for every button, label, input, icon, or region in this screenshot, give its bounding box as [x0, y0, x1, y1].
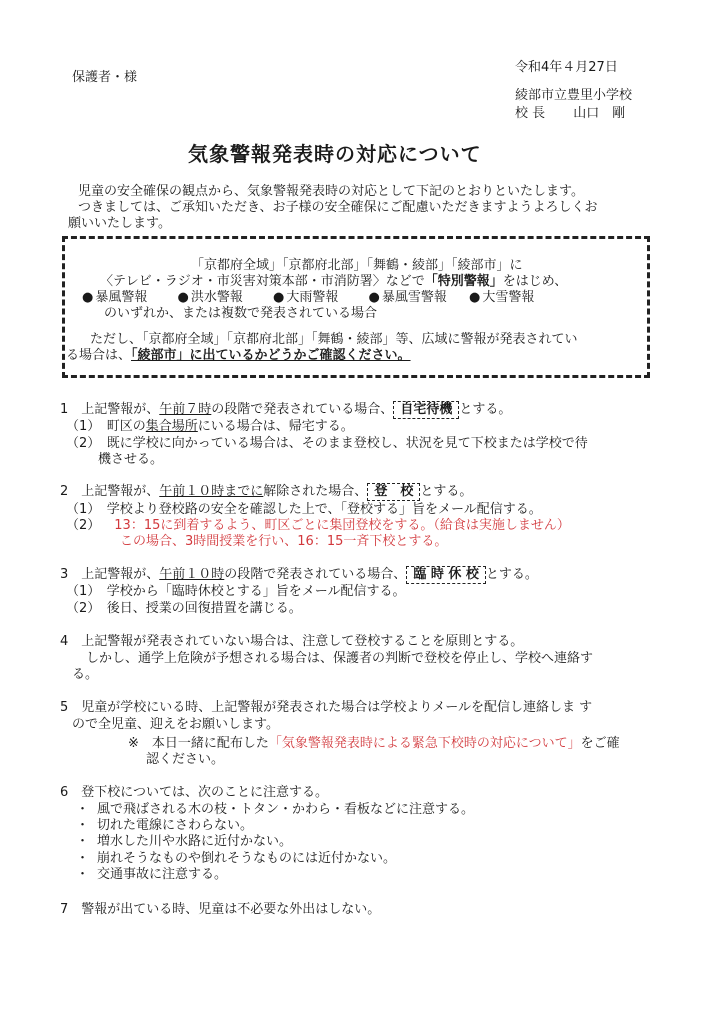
- section-1-item-2-cont: 機させる。: [98, 452, 164, 467]
- intro-line-2: つきましては、ご承知いただき、お子様の安全確保にご配慮いただきますようよろしくお: [78, 200, 598, 215]
- list-item: ・ 交通事故に注意する。: [76, 867, 228, 882]
- black-circle-icon: ●: [469, 290, 481, 305]
- warning-item: 暴風警報: [95, 290, 148, 305]
- section-6-heading: 6 登下校については、次のことに注意する。: [60, 785, 329, 800]
- section-5-line-4: 認ください。: [146, 752, 225, 767]
- box-line-6: る場合は、「綾部市」に出ているかどうかご確認ください。: [66, 348, 411, 363]
- warning-item: 大雨警報: [286, 290, 339, 305]
- section-3-item-1: （1） 学校から「臨時休校とする」旨をメール配信する。: [66, 584, 406, 599]
- black-circle-icon: ●: [177, 290, 189, 305]
- section-2-item-2: （2） 13：15に到着するよう、町区ごとに集団登校をする。（給食は実施しません）: [66, 518, 570, 533]
- home-wait-label: 自宅待機: [393, 401, 459, 419]
- section-4-line-3: る。: [72, 667, 99, 682]
- intro-line-3: 願いいたします。: [68, 216, 171, 231]
- black-circle-icon: ●: [273, 290, 285, 305]
- school-name: 綾部市立豊里小学校: [515, 88, 633, 103]
- black-circle-icon: ●: [82, 290, 94, 305]
- section-2-heading: 2 上記警報が、午前１０時までに解除された場合、 登 校 とする。: [60, 484, 473, 499]
- page-title: 気象警報発表時の対応について: [188, 142, 482, 166]
- middle-dot-icon: ・: [76, 802, 90, 817]
- warning-item: 暴風雪警報: [381, 290, 447, 305]
- special-warning: 「特別警報」: [424, 274, 503, 289]
- date: 令和4年４月27日: [515, 60, 618, 75]
- section-5-line-1: 5 児童が学校にいる時、上記警報が発表された場合は学校よりメールを配信し連絡しま す: [60, 700, 593, 715]
- section-7: 7 警報が出ている時、児童は不必要な外出はしない。: [60, 902, 381, 917]
- attend-label: 登 校: [367, 483, 420, 501]
- box-line-5: ただし、「京都府全域」「京都府北部」「舞鶴・綾部」等、広域に警報が発表されてい: [90, 332, 578, 347]
- list-item: ・ 切れた電線にさわらない。: [76, 818, 254, 833]
- section-5-line-3: ※ 本日一緒に配布した「気象警報発表時による緊急下校時の対応について」をご確: [128, 736, 620, 751]
- warning-item: 大雪警報: [482, 290, 535, 305]
- box-line-2: 〈テレビ・ラジオ・市災害対策本部・市消防署〉などで「特別警報」をはじめ、: [100, 274, 568, 289]
- list-item: ・ 増水した川や水路に近付かない。: [76, 834, 293, 849]
- principal-title: 校 長: [515, 106, 546, 121]
- section-3-item-2: （2） 後日、授業の回復措置を講じる。: [66, 601, 302, 616]
- list-item: ・ 崩れそうなものや倒れそうなものには近付かない。: [76, 851, 397, 866]
- section-2-item-1: （1） 学校より登校路の安全を確認した上で、「登校する」旨をメール配信する。: [66, 502, 542, 517]
- section-1-heading: 1 上記警報が、午前７時の段階で発表されている場合、 自宅待機 とする。: [60, 402, 512, 417]
- intro-line-1: 児童の安全確保の観点から、気象警報発表時の対応として下記のとおりといたします。: [78, 184, 584, 199]
- box-line-4: のいずれか、または複数で発表されている場合: [104, 306, 378, 321]
- closure-label: 臨 時 休 校: [406, 566, 486, 584]
- middle-dot-icon: ・: [76, 867, 90, 882]
- middle-dot-icon: ・: [76, 818, 90, 833]
- section-5-line-2: ので全児童、迎えをお願いします。: [72, 717, 279, 732]
- section-1-item-1: （1） 町区の集合場所にいる場合は、帰宅する。: [66, 419, 354, 434]
- section-4-line-2: しかし、通学上危険が予想される場合は、保護者の判断で登校を停止し、学校へ連絡す: [86, 651, 594, 666]
- middle-dot-icon: ・: [76, 851, 90, 866]
- principal-name: 山口 剛: [573, 106, 626, 121]
- warning-item: 洪水警報: [190, 290, 243, 305]
- section-2-item-2-cont: この場合、3時間授業を行い、16：15一斉下校とする。: [120, 534, 448, 549]
- section-3-heading: 3 上記警報が、午前１０時の段階で発表されている場合、 臨 時 休 校 とする。: [60, 567, 538, 582]
- check-ayabe: 「綾部市」に出ているかどうかご確認ください。: [131, 348, 411, 363]
- recipient: 保護者・様: [72, 70, 138, 85]
- middle-dot-icon: ・: [76, 834, 90, 849]
- black-circle-icon: ●: [368, 290, 380, 305]
- section-4-line-1: 4 上記警報が発表されていない場合は、注意して登校することを原則とする。: [60, 634, 524, 649]
- related-notice-title: 「気象警報発表時による緊急下校時の対応について」: [268, 736, 581, 751]
- box-line-1: 「京都府全域」「京都府北部」「舞鶴・綾部」「綾部市」に: [191, 258, 523, 273]
- section-1-item-2: （2） 既に学校に向かっている場合は、そのまま登校し、状況を見て下校または学校で待: [66, 436, 588, 451]
- principal: [515, 102, 625, 121]
- list-item: ・ 風で飛ばされる木の枝・トタン・かわら・看板などに注意する。: [76, 802, 475, 817]
